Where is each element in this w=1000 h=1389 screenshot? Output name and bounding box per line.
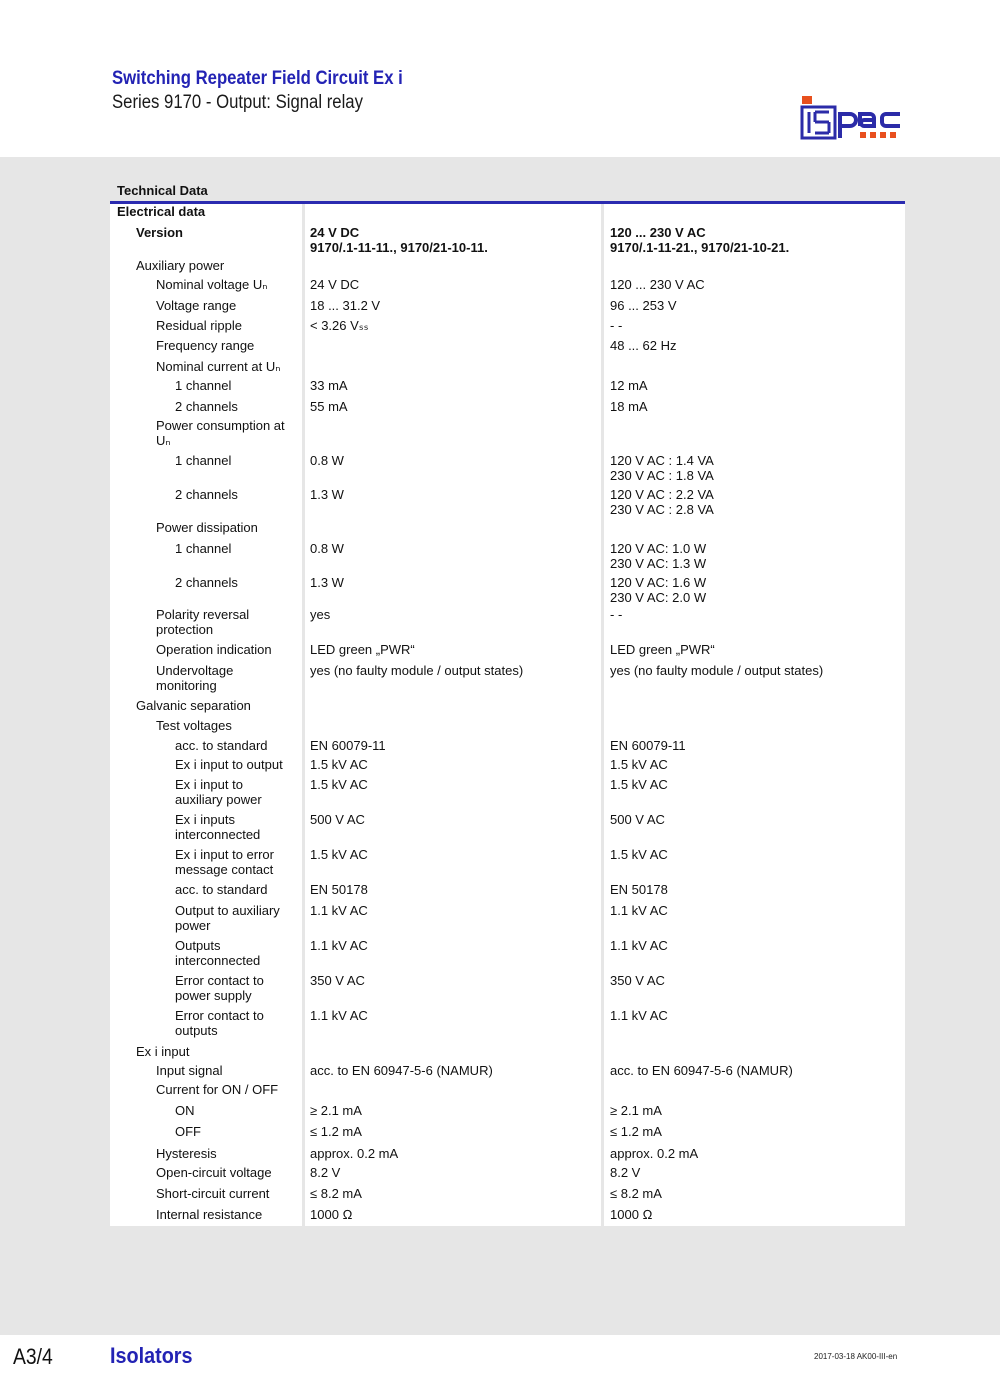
ac-value: 1.1 kV AC bbox=[610, 903, 668, 918]
ac-value: 1.5 kV AC bbox=[610, 777, 668, 792]
ac-value: ≤ 8.2 mA bbox=[610, 1186, 662, 1201]
ac-value: 1000 Ω bbox=[610, 1207, 653, 1222]
dc-value: 55 mA bbox=[310, 399, 348, 414]
row-label: Ex i input to error message contact bbox=[175, 847, 274, 877]
ispac-logo bbox=[800, 94, 906, 142]
ac-value: 120 ... 230 V AC bbox=[610, 277, 705, 292]
ac-value: approx. 0.2 mA bbox=[610, 1146, 699, 1161]
dc-value: 24 V DC 9170/.1-11-11., 9170/21-10-11. bbox=[310, 225, 488, 255]
ac-value: 8.2 V bbox=[610, 1165, 641, 1180]
dc-value: 8.2 V bbox=[310, 1165, 341, 1180]
row-label: Power consumption at Uₙ bbox=[156, 418, 285, 448]
ac-value: 12 mA bbox=[610, 378, 648, 393]
ac-value: 120 ... 230 V AC 9170/.1-11-21., 9170/21-10-21. bbox=[610, 225, 790, 255]
dc-value: 33 mA bbox=[310, 378, 348, 393]
row-label: 2 channels bbox=[175, 575, 238, 590]
row-label: Error contact to outputs bbox=[175, 1008, 264, 1038]
ac-value: ≥ 2.1 mA bbox=[610, 1103, 662, 1118]
row-label: Polarity reversal protection bbox=[156, 607, 250, 637]
row-label: acc. to standard bbox=[175, 882, 268, 897]
row-label: 1 channel bbox=[175, 378, 232, 393]
row-label: Output to auxiliary power bbox=[175, 903, 280, 933]
dc-value: 18 ... 31.2 V bbox=[310, 298, 381, 313]
row-label: Electrical data bbox=[117, 204, 206, 219]
row-label: 1 channel bbox=[175, 541, 232, 556]
row-label: Operation indication bbox=[156, 642, 272, 657]
ac-value: 120 V AC : 2.2 VA 230 V AC : 2.8 VA bbox=[610, 487, 714, 517]
row-label: Nominal voltage Uₙ bbox=[156, 277, 268, 292]
ac-value: 1.1 kV AC bbox=[610, 1008, 668, 1023]
page-footer bbox=[0, 1335, 1000, 1389]
row-label: 2 channels bbox=[175, 399, 238, 414]
footer-section: Isolators bbox=[110, 1343, 193, 1368]
row-label: Galvanic separation bbox=[136, 698, 251, 713]
row-label: Nominal current at Uₙ bbox=[156, 359, 281, 374]
dc-value: 24 V DC bbox=[310, 277, 360, 292]
ac-value: ≤ 1.2 mA bbox=[610, 1124, 662, 1139]
ac-value: acc. to EN 60947-5-6 (NAMUR) bbox=[610, 1063, 793, 1078]
ac-value: 350 V AC bbox=[610, 973, 665, 988]
row-label: Power dissipation bbox=[156, 520, 258, 535]
dc-value: ≤ 8.2 mA bbox=[310, 1186, 362, 1201]
ac-value: 1.5 kV AC bbox=[610, 847, 668, 862]
ac-value: 96 ... 253 V bbox=[610, 298, 677, 313]
dc-value: 1.1 kV AC bbox=[310, 938, 368, 953]
row-label: Ex i input to auxiliary power bbox=[175, 777, 262, 807]
dc-value: ≤ 1.2 mA bbox=[310, 1124, 362, 1139]
dc-value: yes (no faulty module / output states) bbox=[310, 663, 524, 678]
dc-value: 0.8 W bbox=[310, 541, 344, 556]
row-label: 1 channel bbox=[175, 453, 232, 468]
row-label: Open-circuit voltage bbox=[156, 1165, 272, 1180]
dc-value: 1.5 kV AC bbox=[310, 777, 368, 792]
dc-value: 1.3 W bbox=[310, 487, 344, 502]
ac-value: 120 V AC: 1.0 W 230 V AC: 1.3 W bbox=[610, 541, 707, 571]
row-label: Voltage range bbox=[156, 298, 237, 313]
dc-value: 350 V AC bbox=[310, 973, 365, 988]
row-label: Ex i input bbox=[136, 1044, 190, 1059]
dc-value: LED green „PWR“ bbox=[310, 642, 415, 657]
row-label: Short-circuit current bbox=[156, 1186, 270, 1201]
dc-value: EN 60079-11 bbox=[310, 738, 386, 753]
dc-value: approx. 0.2 mA bbox=[310, 1146, 399, 1161]
dc-value: 1.1 kV AC bbox=[310, 903, 368, 918]
ac-value: - - bbox=[610, 318, 623, 333]
dc-value: 1.5 kV AC bbox=[310, 847, 368, 862]
row-label: Frequency range bbox=[156, 338, 255, 353]
row-label: Auxiliary power bbox=[136, 258, 225, 273]
dc-value: EN 50178 bbox=[310, 882, 368, 897]
ac-value: 120 V AC : 1.4 VA 230 V AC : 1.8 VA bbox=[610, 453, 714, 483]
dc-value: ≥ 2.1 mA bbox=[310, 1103, 362, 1118]
ac-value: yes (no faulty module / output states) bbox=[610, 663, 824, 678]
row-label: Internal resistance bbox=[156, 1207, 263, 1222]
ac-value: EN 60079-11 bbox=[610, 738, 686, 753]
ac-value: 500 V AC bbox=[610, 812, 665, 827]
ac-value: EN 50178 bbox=[610, 882, 668, 897]
row-label: Version bbox=[136, 225, 183, 240]
document-subtitle: Series 9170 - Output: Signal relay bbox=[112, 92, 363, 113]
dc-value: 0.8 W bbox=[310, 453, 344, 468]
section-title: Technical Data bbox=[117, 183, 208, 198]
document-title: Switching Repeater Field Circuit Ex i bbox=[112, 68, 403, 89]
dc-value: 500 V AC bbox=[310, 812, 365, 827]
row-label: 2 channels bbox=[175, 487, 238, 502]
row-label: Outputs interconnected bbox=[175, 938, 261, 968]
document-code: 2017-03-18 AK00-III-en bbox=[814, 1352, 898, 1361]
row-label: Ex i input to output bbox=[175, 757, 283, 772]
dc-value: acc. to EN 60947-5-6 (NAMUR) bbox=[310, 1063, 493, 1078]
row-label: acc. to standard bbox=[175, 738, 268, 753]
table-rows bbox=[110, 204, 905, 1226]
row-label: ON bbox=[175, 1103, 195, 1118]
ac-value: 48 ... 62 Hz bbox=[610, 338, 677, 353]
dc-value: 1000 Ω bbox=[310, 1207, 353, 1222]
row-label: Test voltages bbox=[156, 718, 232, 733]
dc-value: < 3.26 Vₛₛ bbox=[310, 318, 369, 333]
row-label: Ex i inputs interconnected bbox=[175, 812, 261, 842]
dc-value: 1.5 kV AC bbox=[310, 757, 368, 772]
ac-value: LED green „PWR“ bbox=[610, 642, 715, 657]
row-label: Input signal bbox=[156, 1063, 223, 1078]
row-label: Residual ripple bbox=[156, 318, 242, 333]
technical-data-table bbox=[110, 204, 905, 1226]
row-label: Undervoltage monitoring bbox=[156, 663, 234, 693]
page-number: A3/4 bbox=[13, 1344, 53, 1369]
dc-value: yes bbox=[310, 607, 331, 622]
ac-value: 1.1 kV AC bbox=[610, 938, 668, 953]
dc-value: 1.3 W bbox=[310, 575, 344, 590]
row-label: Error contact to power supply bbox=[175, 973, 264, 1003]
ac-value: 120 V AC: 1.6 W 230 V AC: 2.0 W bbox=[610, 575, 707, 605]
ac-value: 18 mA bbox=[610, 399, 648, 414]
row-label: Current for ON / OFF bbox=[156, 1082, 279, 1097]
row-label: OFF bbox=[175, 1124, 201, 1139]
dc-value: 1.1 kV AC bbox=[310, 1008, 368, 1023]
page-header bbox=[0, 0, 1000, 157]
ac-value: - - bbox=[610, 607, 623, 622]
ac-value: 1.5 kV AC bbox=[610, 757, 668, 772]
row-label: Hysteresis bbox=[156, 1146, 217, 1161]
